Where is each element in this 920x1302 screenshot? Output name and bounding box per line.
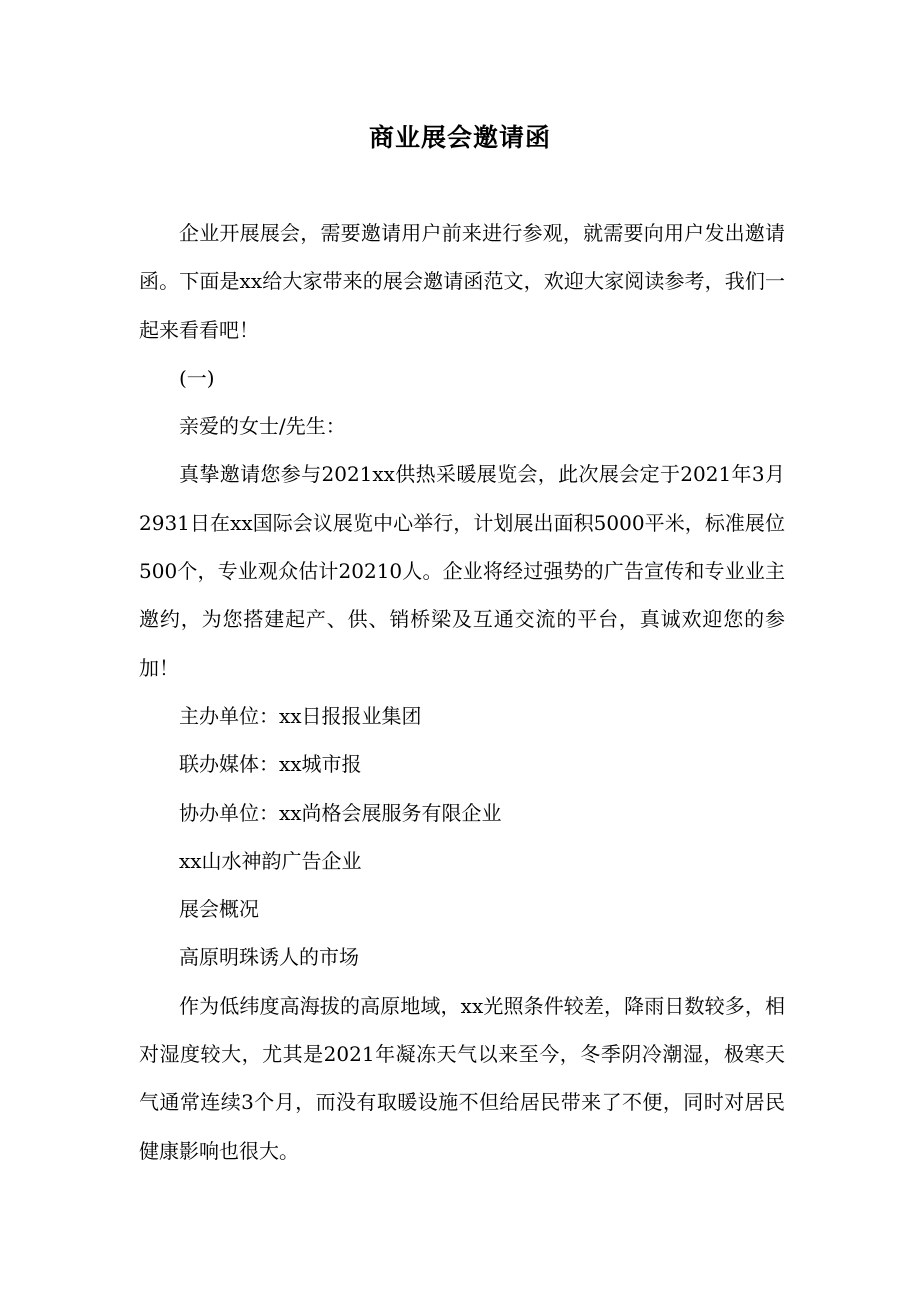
- intro-paragraph: 企业开展展会，需要邀请用户前来进行参观，就需要向用户发出邀请函。下面是xx给大家带来的展会邀请函范文，欢迎大家阅读参考，我们一起来看看吧！: [139, 221, 785, 342]
- document-body: [139, 209, 785, 1175]
- document-title: 商业展会邀请函: [368, 123, 551, 152]
- subheading-market: 高原明珠诱人的市场: [179, 945, 359, 970]
- assisting-unit-line: 协办单位：xx尚格会展服务有限企业: [179, 800, 502, 825]
- section-heading-overview: 展会概况: [179, 897, 259, 922]
- salutation: 亲爱的女士/先生：: [179, 414, 346, 439]
- co-organizer-media-line: 联办媒体：xx城市报: [179, 752, 362, 777]
- invitation-paragraph: 真挚邀请您参与2021xx供热采暖展览会，此次展会定于2021年3月2931日在xx国际会议展览中心举行，计划展出面积5000平米，标准展位500个，专业观众估计20210人。企业将经过强势的广告宣传和专业业主邀约，为您搭建起产、供、销桥梁及互通交流的平台，真诚欢迎您的参加！: [139, 462, 785, 680]
- assisting-unit-line-2: xx山水神韵广告企业: [179, 848, 362, 873]
- section-number: (一): [179, 365, 215, 390]
- organizer-line: 主办单位：xx日报报业集团: [179, 703, 422, 728]
- climate-paragraph: 作为低纬度高海拔的高原地域，xx光照条件较差，降雨日数较多，相对湿度较大，尤其是2021年凝冻天气以来至今，冬季阴冷潮湿，极寒天气通常连续3个月，而没有取暖设施不但给居民带来了不便，同时对居民健康影响也很大。: [139, 993, 785, 1163]
